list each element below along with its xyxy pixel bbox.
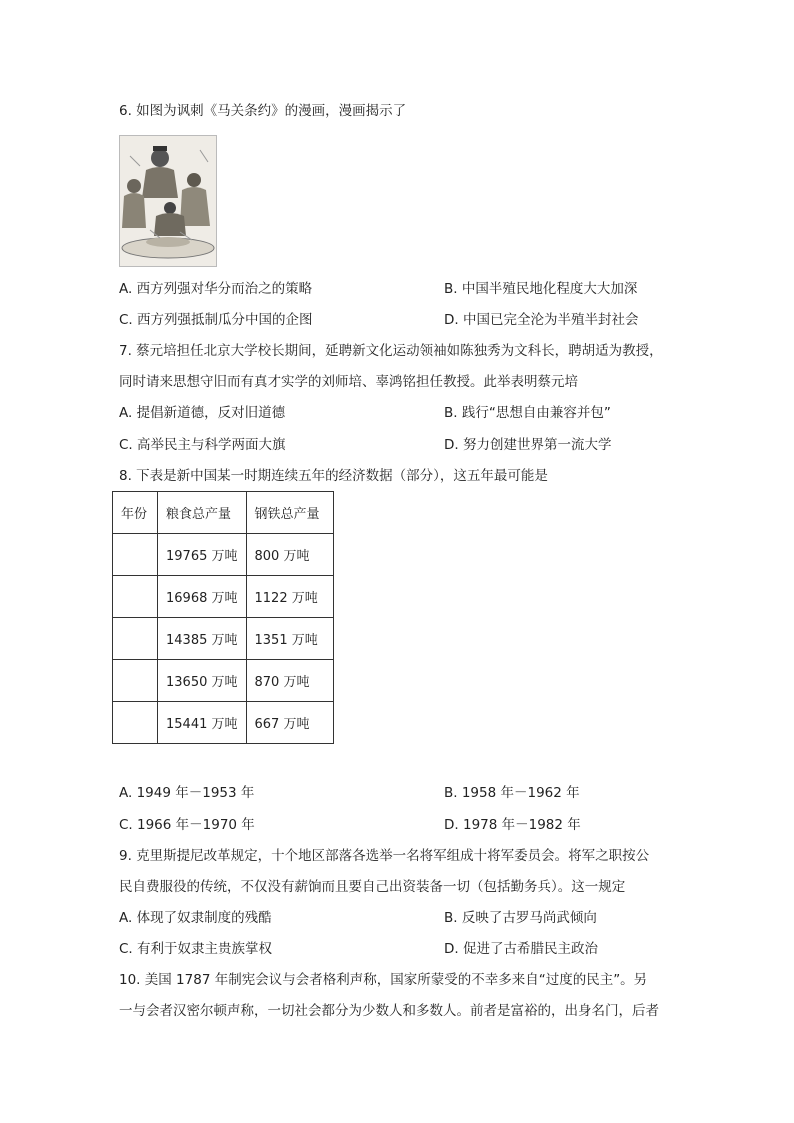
q6-option-a: A. 西方列强对华分而治之的策略 bbox=[119, 281, 313, 297]
header-grain: 粮食总产量 bbox=[158, 492, 247, 534]
q7-stem-line2: 同时请来思想守旧而有真才实学的刘师培、辜鸿铭担任教授。此举表明蔡元培 bbox=[119, 374, 578, 390]
cell-grain: 14385 万吨 bbox=[158, 618, 247, 660]
q10-stem-line1: 10. 美国 1787 年制宪会议与会者格利声称，国家所蒙受的不幸多来自“过度的民主”。另 bbox=[119, 972, 648, 988]
q7-option-a: A. 提倡新道德，反对旧道德 bbox=[119, 405, 286, 421]
header-steel: 钢铁总产量 bbox=[246, 492, 333, 534]
q10-stem-line2: 一与会者汉密尔顿声称，一切社会都分为少数人和多数人。前者是富裕的，出身名门，后者 bbox=[119, 1003, 659, 1019]
q8-stem: 8. 下表是新中国某一时期连续五年的经济数据（部分），这五年最可能是 bbox=[119, 468, 548, 484]
header-year: 年份 bbox=[113, 492, 158, 534]
q9-option-c: C. 有利于奴隶主贵族掌权 bbox=[119, 941, 273, 957]
q9-option-d: D. 促进了古希腊民主政治 bbox=[444, 941, 598, 957]
q8-option-d: D. 1978 年－1982 年 bbox=[444, 817, 581, 833]
q9-option-a: A. 体现了奴隶制度的残酷 bbox=[119, 910, 272, 926]
cell-grain: 15441 万吨 bbox=[158, 702, 247, 744]
table-row bbox=[113, 534, 334, 576]
cell-steel: 1122 万吨 bbox=[246, 576, 333, 618]
table-row bbox=[113, 702, 334, 744]
q8-option-a: A. 1949 年－1953 年 bbox=[119, 785, 255, 801]
cell-grain: 19765 万吨 bbox=[158, 534, 247, 576]
cell-year bbox=[113, 702, 158, 744]
cell-year bbox=[113, 534, 158, 576]
economic-data-table bbox=[112, 491, 334, 744]
q6-option-c: C. 西方列强抵制瓜分中国的企图 bbox=[119, 312, 313, 328]
q6-option-b: B. 中国半殖民地化程度大大加深 bbox=[444, 281, 638, 297]
cell-steel: 667 万吨 bbox=[246, 702, 333, 744]
q7-stem-line1: 7. 蔡元培担任北京大学校长期间，延聘新文化运动领袖如陈独秀为文科长，聘胡适为教授， bbox=[119, 343, 663, 359]
cell-grain: 13650 万吨 bbox=[158, 660, 247, 702]
table-row bbox=[113, 618, 334, 660]
cell-steel: 800 万吨 bbox=[246, 534, 333, 576]
cell-grain: 16968 万吨 bbox=[158, 576, 247, 618]
cell-year bbox=[113, 576, 158, 618]
q7-option-d: D. 努力创建世界第一流大学 bbox=[444, 437, 612, 453]
q6-option-d: D. 中国已完全沦为半殖半封社会 bbox=[444, 312, 639, 328]
q8-option-b: B. 1958 年－1962 年 bbox=[444, 785, 580, 801]
cartoon-illustration bbox=[120, 136, 216, 266]
q7-option-c: C. 高举民主与科学两面大旗 bbox=[119, 437, 286, 453]
cartoon-image bbox=[119, 135, 217, 267]
cell-year bbox=[113, 660, 158, 702]
table-row bbox=[113, 660, 334, 702]
q9-stem-line1: 9. 克里斯提尼改革规定，十个地区部落各选举一名将军组成十将军委员会。将军之职按公 bbox=[119, 848, 650, 864]
cell-year bbox=[113, 618, 158, 660]
q7-option-b: B. 践行“思想自由兼容并包” bbox=[444, 405, 611, 421]
table-row bbox=[113, 576, 334, 618]
cell-steel: 1351 万吨 bbox=[246, 618, 333, 660]
q9-stem-line2: 民自费服役的传统，不仅没有薪饷而且要自己出资装备一切（包括勤务兵）。这一规定 bbox=[119, 879, 626, 895]
q9-option-b: B. 反映了古罗马尚武倾向 bbox=[444, 910, 597, 926]
q6-stem: 6. 如图为讽刺《马关条约》的漫画，漫画揭示了 bbox=[119, 103, 407, 119]
table-header-row bbox=[113, 492, 334, 534]
q8-option-c: C. 1966 年－1970 年 bbox=[119, 817, 255, 833]
cell-steel: 870 万吨 bbox=[246, 660, 333, 702]
